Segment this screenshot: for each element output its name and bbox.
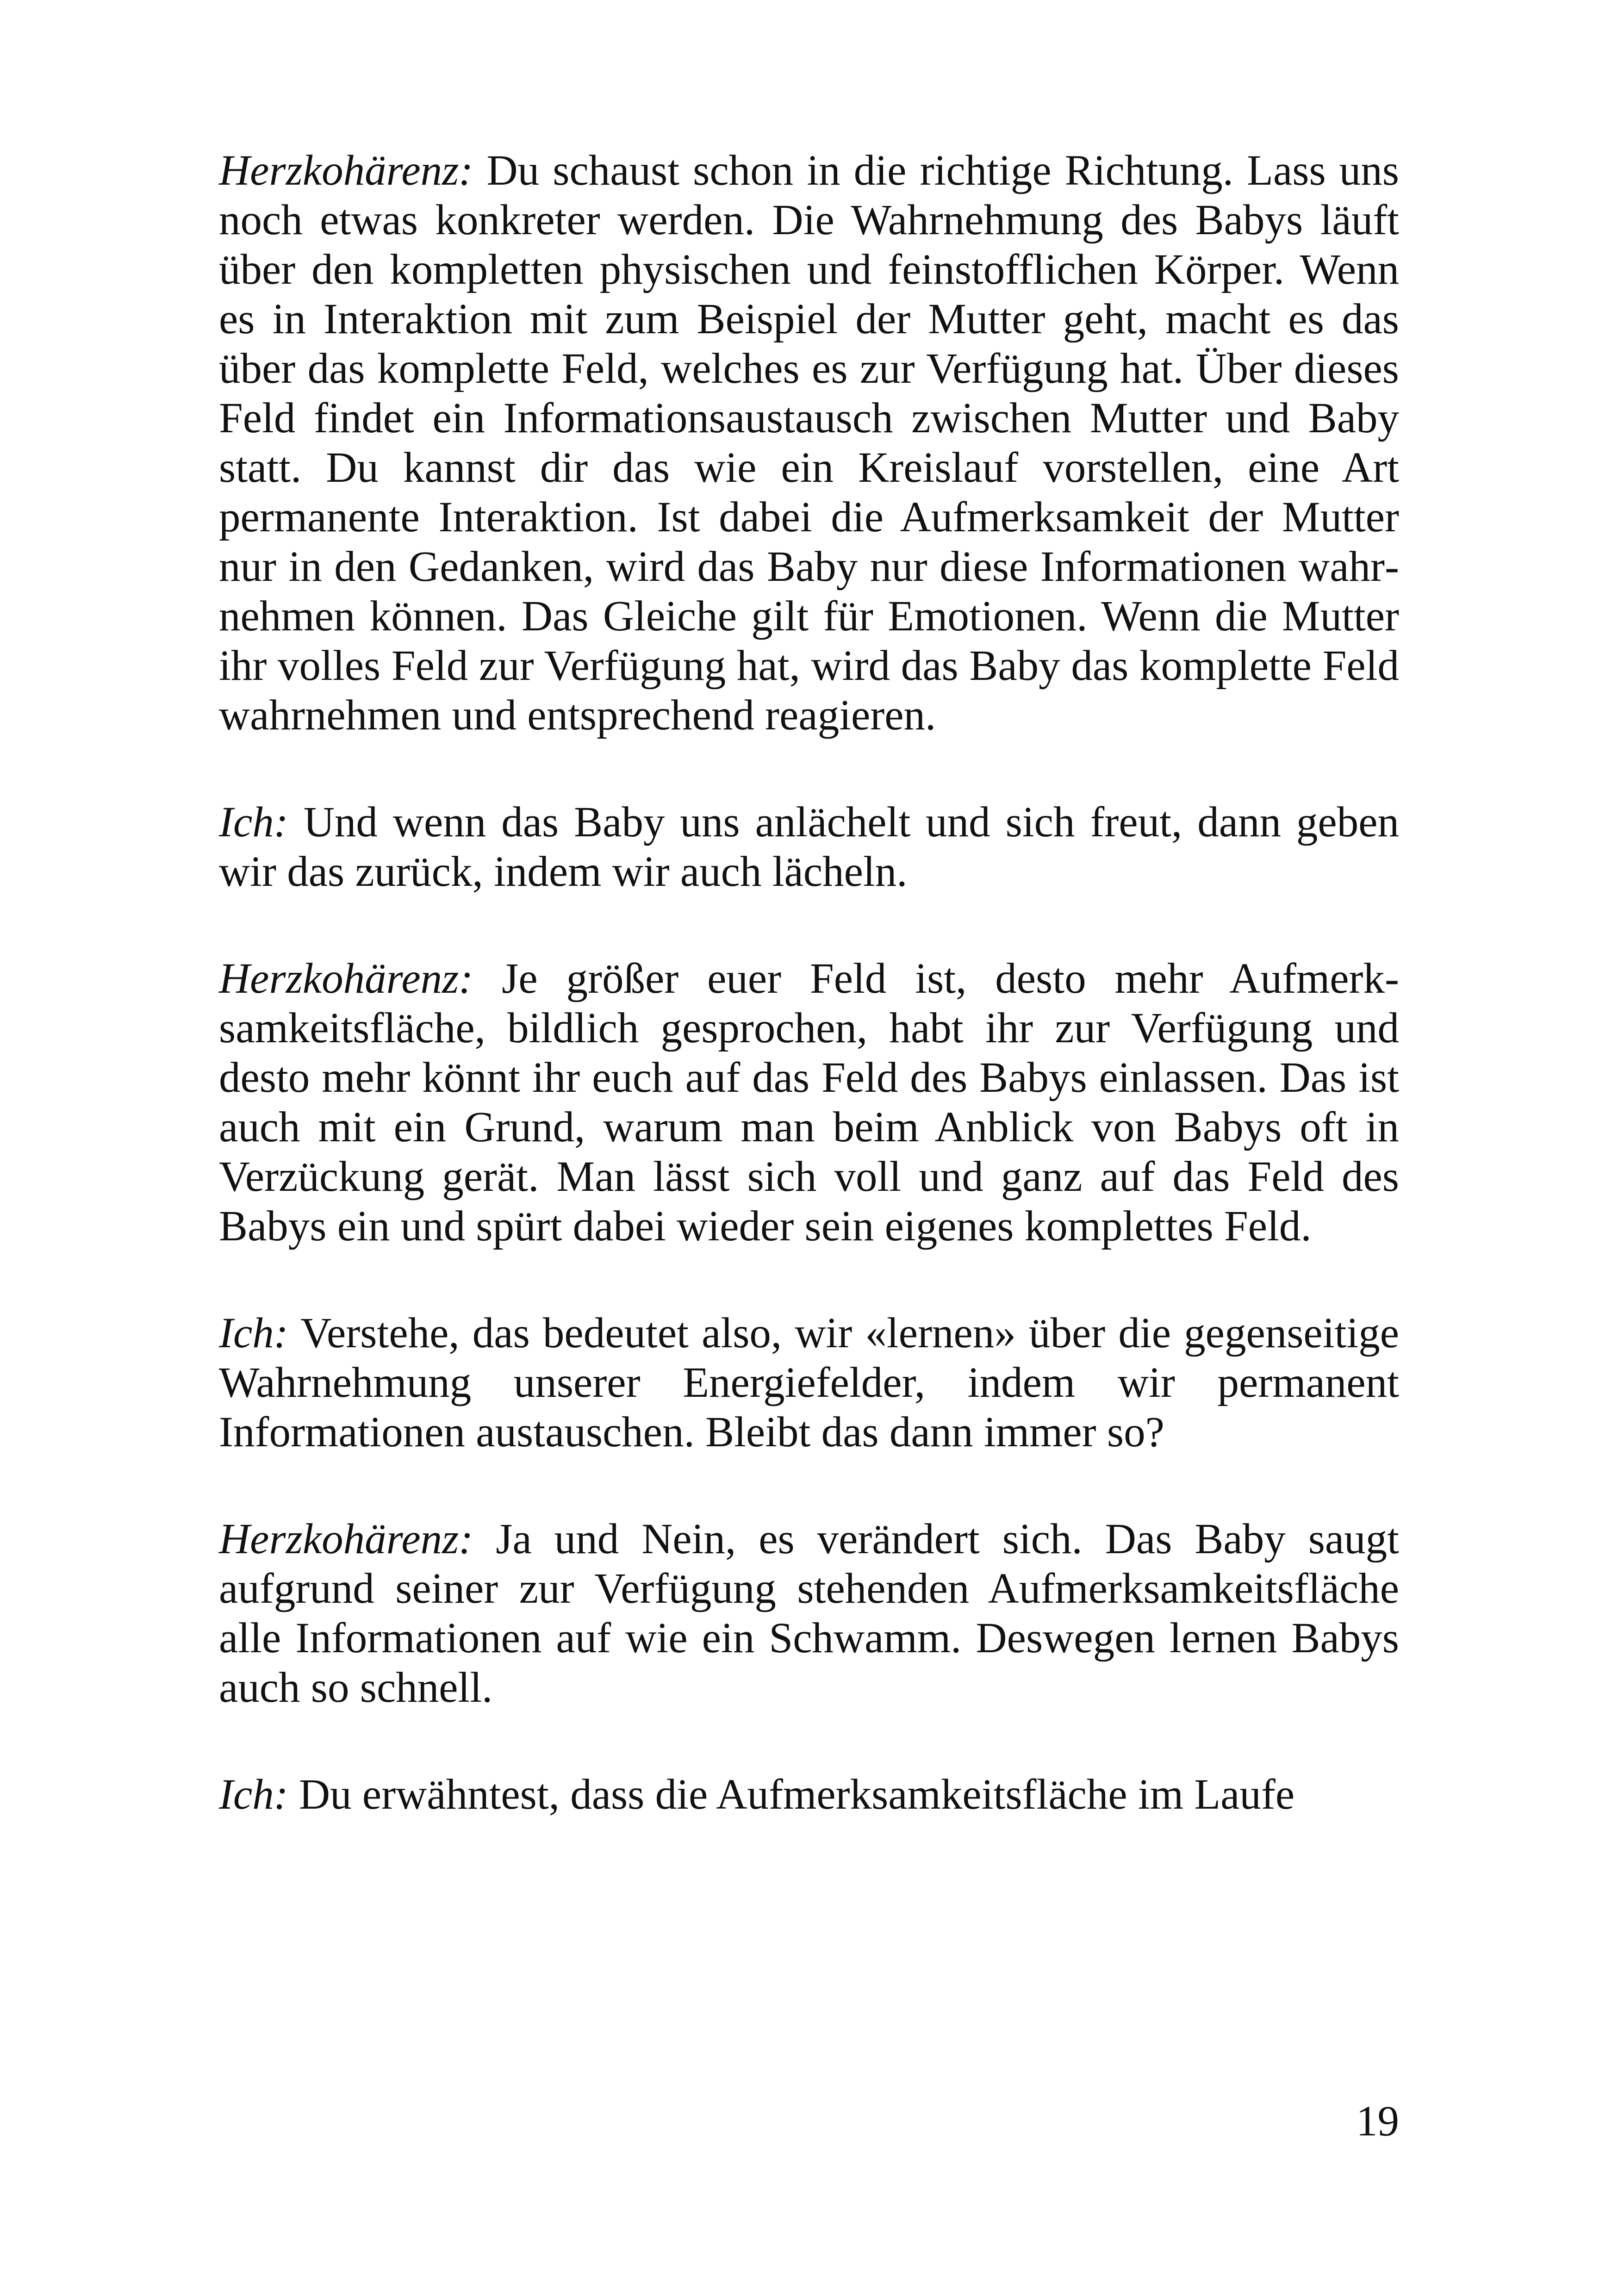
speaker-label: Ich: [219,1309,288,1357]
dialogue-paragraph [219,146,1399,740]
paragraph-text: Je größer euer Feld ist, desto mehr Aufmerksamkeitsfläche, bildlich gesprochen, habt ihr zur Verfügung und desto mehr könnt ihr euch auf das Feld des Babys einlassen. Das ist auch mit ein Grund, warum man beim Anblick von Babys oft in Verzückung gerät. Man lässt sich voll und ganz auf das Feld des Babys ein und spürt dabei wieder sein eigenes komplettes Feld. [219,955,1399,1250]
dialogue-paragraph [219,797,1399,896]
speaker-label: Herzkohärenz: [219,955,473,1002]
dialogue-paragraph [219,1514,1399,1712]
speaker-label: Ich: [219,798,288,846]
dialogue-paragraph [219,1308,1399,1457]
paragraph-text: Ja und Nein, es verändert sich. Das Baby saugt aufgrund seiner zur Verfügung stehenden Aufmerksamkeitsfläche alle Informationen auf wie ein Schwamm. Deswegen lernen Babys auch so schnell. [219,1515,1399,1711]
paragraph-text: Verstehe, das bedeutet also, wir «lernen» über die gegenseitige Wahrnehmung unserer Energiefelder, indem wir permanent Informationen austauschen. Bleibt das dann immer so? [219,1309,1399,1456]
speaker-label: Herzkohärenz: [219,147,473,194]
speaker-label: Ich: [219,1771,288,1818]
paragraph-text: Du erwähntest, dass die Aufmerksamkeitsfläche im Laufe [299,1771,1295,1818]
paragraph-text: Du schaust schon in die richtige Richtung. Lass uns noch etwas konkreter werden. Die Wahrnehmung des Babys läuft über den kompletten physischen und feinstofflichen Körper. Wenn es in Interaktion mit zum Beispiel der Mutter geht, macht es das über das komplette Feld, welches es zur Verfügung hat. Über dieses Feld findet ein Informationsaustausch zwischen Mutter und Baby statt. Du kannst dir das wie ein Kreislauf vorstellen, eine Art permanente Interaktion. Ist dabei die Aufmerksamkeit der Mutter nur in den Gedanken, wird das Baby nur diese Informationen wahrnehmen können. Das Gleiche gilt für Emotionen. Wenn die Mutter ihr volles Feld zur Verfügung hat, wird das Baby das komplette Feld wahrnehmen und entsprechend reagieren. [219,147,1399,739]
dialogue-paragraph [219,1770,1399,1819]
page-body [219,146,1399,1877]
speaker-label: Herzkohärenz: [219,1515,473,1563]
paragraph-text: Und wenn das Baby uns anlächelt und sich freut, dann geben wir das zurück, indem wir auch lächeln. [219,798,1399,896]
page-number: 19 [1356,2097,1399,2145]
dialogue-paragraph [219,954,1399,1251]
